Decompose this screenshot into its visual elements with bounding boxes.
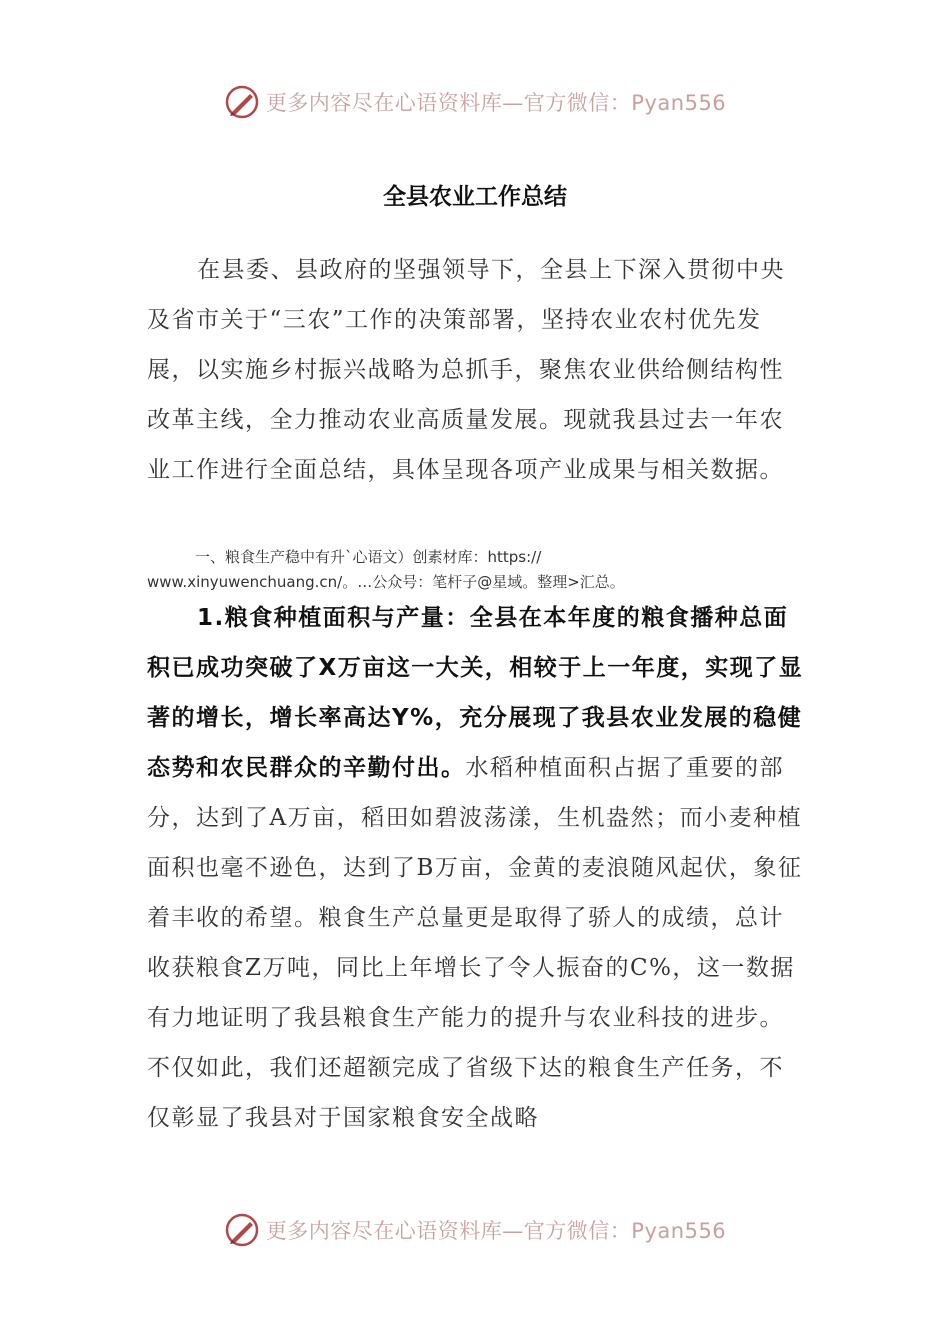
watermark-note	[147, 545, 807, 595]
page-title: 全县农业工作总结	[383, 184, 567, 210]
banner-text: 更多内容尽在心语资料库—官方微信：Pyan556	[265, 1219, 727, 1243]
note-line-2: www.xinyuwenchuang.cn/。…公众号：笔杆子@星域。整理>汇总。	[147, 573, 625, 591]
header-banner	[0, 84, 950, 120]
note-line-1: 一、粮食生产稳中有升`心语文）创素材库：https://	[195, 548, 542, 566]
footer-banner	[0, 1212, 950, 1248]
banner-text: 更多内容尽在心语资料库—官方微信：Pyan556	[265, 91, 727, 115]
section-body-text: 水稻种植面积占据了重要的部分，达到了A万亩，稻田如碧波荡漾，生机盎然；而小麦种植面积也毫不逊色，达到了B万亩，金黄的麦浪随风起伏，象征着丰收的希望。粮食生产总量更是取得了骄人的成绩，总计收获粮食Z万吨，同比上年增长了令人振奋的C%，这一数据有力地证明了我县粮食生产能力的提升与农业科技的进步。不仅如此，我们还超额完成了省级下达的粮食生产任务，不仅彰显了我县对于国家粮食安全战略	[147, 755, 803, 1131]
section-paragraph	[147, 593, 807, 1143]
intro-paragraph: 在县委、县政府的坚强领导下，全县上下深入贯彻中央及省市关于“三农”工作的决策部署，坚持农业农村优先发展，以实施乡村振兴战略为总抓手，聚焦农业供给侧结构性改革主线，全力推动农业高质量发展。现就我县过去一年农业工作进行全面总结，具体呈现各项产业成果与相关数据。	[147, 257, 785, 483]
pen-logo-icon	[224, 1212, 260, 1248]
pen-logo-icon	[224, 84, 260, 120]
section-heading-bold: 1.粮食种植面积与产量：全县在本年度的粮食播种总面积已成功突破了X万亩这一大关，相较于上一年度，实现了显著的增长，增长率高达Y%，充分展现了我县农业发展的稳健态势和农民群众的辛勤付出。	[147, 605, 804, 781]
